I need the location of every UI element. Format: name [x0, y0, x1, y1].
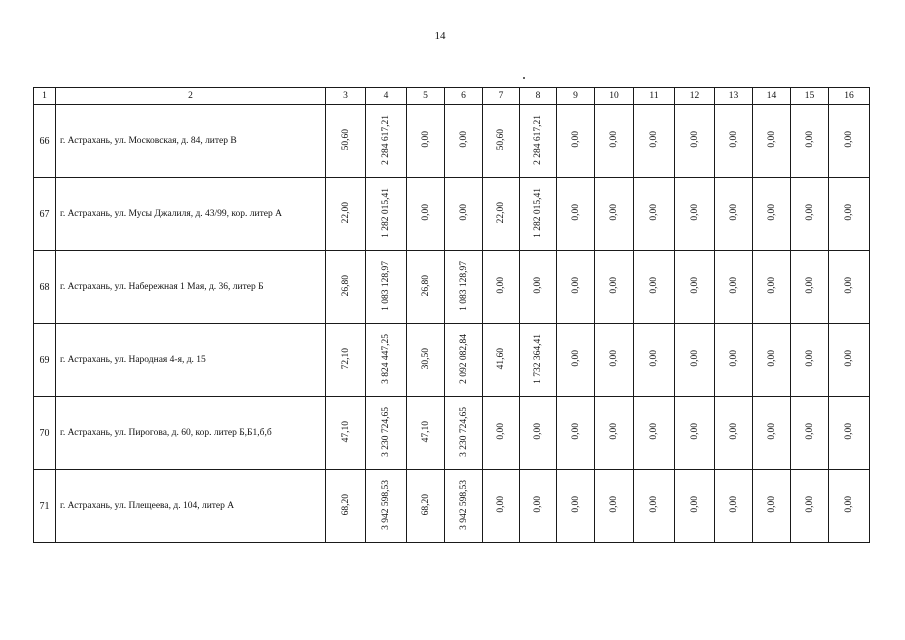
value-text: 47,10 [340, 420, 351, 443]
value-cell [829, 397, 870, 470]
value-text: 0,00 [689, 204, 700, 221]
value-text: 22,00 [340, 201, 351, 224]
value-cell [557, 397, 595, 470]
value-cell [326, 470, 366, 543]
value-cell [407, 251, 445, 324]
value-cell [675, 397, 715, 470]
value-cell [407, 105, 445, 178]
column-number-row [34, 88, 870, 105]
value-cell [445, 397, 483, 470]
value-text: 0,00 [844, 423, 854, 440]
value-text: 0,00 [844, 204, 854, 221]
value-cell [675, 470, 715, 543]
value-text: 0,00 [570, 131, 581, 148]
value-text: 0,00 [649, 423, 659, 440]
value-cell [791, 178, 829, 251]
value-cell [483, 105, 520, 178]
table-row [34, 178, 870, 251]
value-cell [791, 324, 829, 397]
value-cell [326, 178, 366, 251]
value-text: 1 282 015,41 [381, 187, 391, 238]
value-text: 2 284 617,21 [533, 114, 543, 165]
value-text: 0,00 [766, 423, 777, 440]
column-header: 14 [753, 88, 791, 105]
value-text: 0,00 [689, 496, 700, 513]
value-text: 0,00 [496, 277, 506, 294]
value-cell [753, 251, 791, 324]
value-cell [753, 105, 791, 178]
value-cell [407, 397, 445, 470]
column-header: 5 [407, 88, 445, 105]
value-cell [366, 397, 407, 470]
value-cell [634, 251, 675, 324]
value-text: 0,00 [804, 350, 815, 367]
value-text: 0,00 [804, 277, 815, 294]
value-cell [675, 251, 715, 324]
value-cell [445, 324, 483, 397]
value-cell [557, 251, 595, 324]
value-cell [715, 251, 753, 324]
value-cell [520, 397, 557, 470]
value-cell [634, 105, 675, 178]
value-text: 3 942 598,53 [381, 479, 391, 530]
value-text: 0,00 [728, 496, 739, 513]
value-cell [407, 324, 445, 397]
table-row [34, 470, 870, 543]
value-text: 0,00 [609, 131, 619, 148]
value-text: 0,00 [689, 131, 700, 148]
data-table [33, 87, 870, 543]
value-text: 0,00 [420, 204, 431, 221]
value-cell [407, 470, 445, 543]
column-header: 15 [791, 88, 829, 105]
value-text: 0,00 [609, 496, 619, 513]
address-cell: г. Астрахань, ул. Пирогова, д. 60, кор. литер Б,Б1,б,б [56, 397, 326, 470]
column-header: 16 [829, 88, 870, 105]
value-cell [557, 105, 595, 178]
value-cell [829, 105, 870, 178]
table-body [34, 105, 870, 543]
page-number: 14 [434, 30, 446, 42]
value-text: 0,00 [649, 350, 659, 367]
value-cell [366, 470, 407, 543]
value-text: 2 092 082,84 [458, 333, 469, 384]
value-text: 30,50 [420, 347, 431, 370]
value-text: 1 083 128,97 [381, 260, 391, 311]
value-text: 0,00 [533, 496, 543, 513]
value-cell [483, 470, 520, 543]
value-cell [753, 470, 791, 543]
value-cell [595, 105, 634, 178]
row-number: 68 [34, 251, 56, 324]
value-text: 0,00 [804, 204, 815, 221]
table-row [34, 251, 870, 324]
value-text: 0,00 [728, 423, 739, 440]
column-header: 10 [595, 88, 634, 105]
value-text: 3 230 724,65 [458, 406, 469, 457]
value-cell [483, 397, 520, 470]
scan-speck [523, 77, 525, 79]
column-header: 9 [557, 88, 595, 105]
value-text: 0,00 [844, 277, 854, 294]
value-text: 0,00 [496, 423, 506, 440]
value-cell [829, 324, 870, 397]
value-text: 50,60 [340, 128, 351, 151]
value-cell [753, 178, 791, 251]
value-cell [445, 105, 483, 178]
value-text: 0,00 [804, 496, 815, 513]
address-cell: г. Астрахань, ул. Народная 4-я, д. 15 [56, 324, 326, 397]
value-text: 3 230 724,65 [381, 406, 391, 457]
value-cell [520, 178, 557, 251]
value-cell [791, 251, 829, 324]
value-text: 26,80 [420, 274, 431, 297]
value-cell [634, 324, 675, 397]
value-cell [791, 397, 829, 470]
value-text: 0,00 [458, 204, 469, 221]
value-text: 0,00 [570, 277, 581, 294]
value-text: 0,00 [766, 131, 777, 148]
value-text: 0,00 [728, 131, 739, 148]
value-text: 0,00 [533, 423, 543, 440]
value-text: 0,00 [570, 423, 581, 440]
column-header: 12 [675, 88, 715, 105]
value-cell [557, 178, 595, 251]
value-text: 1 282 015,41 [533, 187, 543, 238]
value-cell [326, 397, 366, 470]
value-cell [326, 324, 366, 397]
table-row [34, 397, 870, 470]
value-cell [791, 105, 829, 178]
column-header: 4 [366, 88, 407, 105]
value-cell [483, 251, 520, 324]
value-cell [595, 178, 634, 251]
value-text: 2 284 617,21 [381, 114, 391, 165]
address-cell: г. Астрахань, ул. Мусы Джалиля, д. 43/99, кор. литер А [56, 178, 326, 251]
value-cell [366, 251, 407, 324]
value-text: 0,00 [689, 423, 700, 440]
value-text: 0,00 [570, 496, 581, 513]
value-text: 0,00 [766, 496, 777, 513]
value-text: 0,00 [570, 204, 581, 221]
value-cell [634, 470, 675, 543]
value-text: 0,00 [689, 277, 700, 294]
value-text: 0,00 [728, 277, 739, 294]
row-number: 69 [34, 324, 56, 397]
value-cell [595, 251, 634, 324]
value-text: 0,00 [649, 131, 659, 148]
value-cell [675, 178, 715, 251]
value-cell [675, 324, 715, 397]
value-cell [715, 397, 753, 470]
value-cell [520, 324, 557, 397]
value-cell [715, 178, 753, 251]
value-text: 0,00 [689, 350, 700, 367]
value-text: 0,00 [649, 277, 659, 294]
value-cell [366, 324, 407, 397]
table-row [34, 105, 870, 178]
row-number: 70 [34, 397, 56, 470]
value-cell [445, 251, 483, 324]
value-text: 0,00 [609, 277, 619, 294]
value-cell [326, 105, 366, 178]
value-text: 0,00 [609, 204, 619, 221]
value-cell [595, 324, 634, 397]
column-header: 3 [326, 88, 366, 105]
value-text: 0,00 [649, 496, 659, 513]
value-cell [520, 105, 557, 178]
value-cell [483, 324, 520, 397]
value-text: 72,10 [340, 347, 351, 370]
value-cell [595, 397, 634, 470]
address-cell: г. Астрахань, ул. Плещеева, д. 104, литер А [56, 470, 326, 543]
value-text: 47,10 [420, 420, 431, 443]
address-cell: г. Астрахань, ул. Московская, д. 84, литер В [56, 105, 326, 178]
value-text: 68,20 [420, 493, 431, 516]
value-text: 26,80 [340, 274, 351, 297]
value-text: 0,00 [609, 423, 619, 440]
value-cell [829, 251, 870, 324]
value-cell [557, 470, 595, 543]
value-cell [753, 397, 791, 470]
value-cell [634, 178, 675, 251]
value-text: 0,00 [766, 204, 777, 221]
value-cell [715, 470, 753, 543]
column-header: 7 [483, 88, 520, 105]
value-text: 1 083 128,97 [458, 260, 469, 311]
value-cell [829, 178, 870, 251]
value-text: 0,00 [844, 131, 854, 148]
value-text: 50,60 [496, 128, 506, 151]
value-text: 0,00 [766, 277, 777, 294]
row-number: 71 [34, 470, 56, 543]
value-cell [595, 470, 634, 543]
value-cell [715, 324, 753, 397]
value-text: 0,00 [609, 350, 619, 367]
value-cell [753, 324, 791, 397]
row-number: 67 [34, 178, 56, 251]
value-text: 68,20 [340, 493, 351, 516]
value-text: 0,00 [804, 131, 815, 148]
address-cell: г. Астрахань, ул. Набережная 1 Мая, д. 36, литер Б [56, 251, 326, 324]
value-cell [445, 178, 483, 251]
value-text: 0,00 [570, 350, 581, 367]
value-text: 0,00 [420, 131, 431, 148]
value-cell [366, 178, 407, 251]
value-cell [557, 324, 595, 397]
value-cell [520, 470, 557, 543]
value-text: 1 732 364,41 [533, 333, 543, 384]
value-cell [326, 251, 366, 324]
value-text: 41,60 [496, 347, 506, 370]
value-cell [715, 105, 753, 178]
value-text: 0,00 [844, 496, 854, 513]
column-header: 6 [445, 88, 483, 105]
column-header: 2 [56, 88, 326, 105]
column-header: 1 [34, 88, 56, 105]
value-cell [829, 470, 870, 543]
value-text: 0,00 [458, 131, 469, 148]
value-text: 0,00 [728, 204, 739, 221]
value-text: 0,00 [533, 277, 543, 294]
value-text: 3 942 598,53 [458, 479, 469, 530]
value-cell [407, 178, 445, 251]
value-text: 0,00 [844, 350, 854, 367]
row-number: 66 [34, 105, 56, 178]
column-header: 13 [715, 88, 753, 105]
table-row [34, 324, 870, 397]
value-cell [483, 178, 520, 251]
column-header: 11 [634, 88, 675, 105]
value-cell [675, 105, 715, 178]
value-text: 0,00 [728, 350, 739, 367]
value-cell [445, 470, 483, 543]
value-text: 3 824 447,25 [381, 333, 391, 384]
value-text: 0,00 [649, 204, 659, 221]
value-text: 0,00 [496, 496, 506, 513]
value-cell [520, 251, 557, 324]
value-text: 22,00 [496, 201, 506, 224]
column-header: 8 [520, 88, 557, 105]
value-cell [634, 397, 675, 470]
value-text: 0,00 [766, 350, 777, 367]
value-text: 0,00 [804, 423, 815, 440]
value-cell [366, 105, 407, 178]
value-cell [791, 470, 829, 543]
